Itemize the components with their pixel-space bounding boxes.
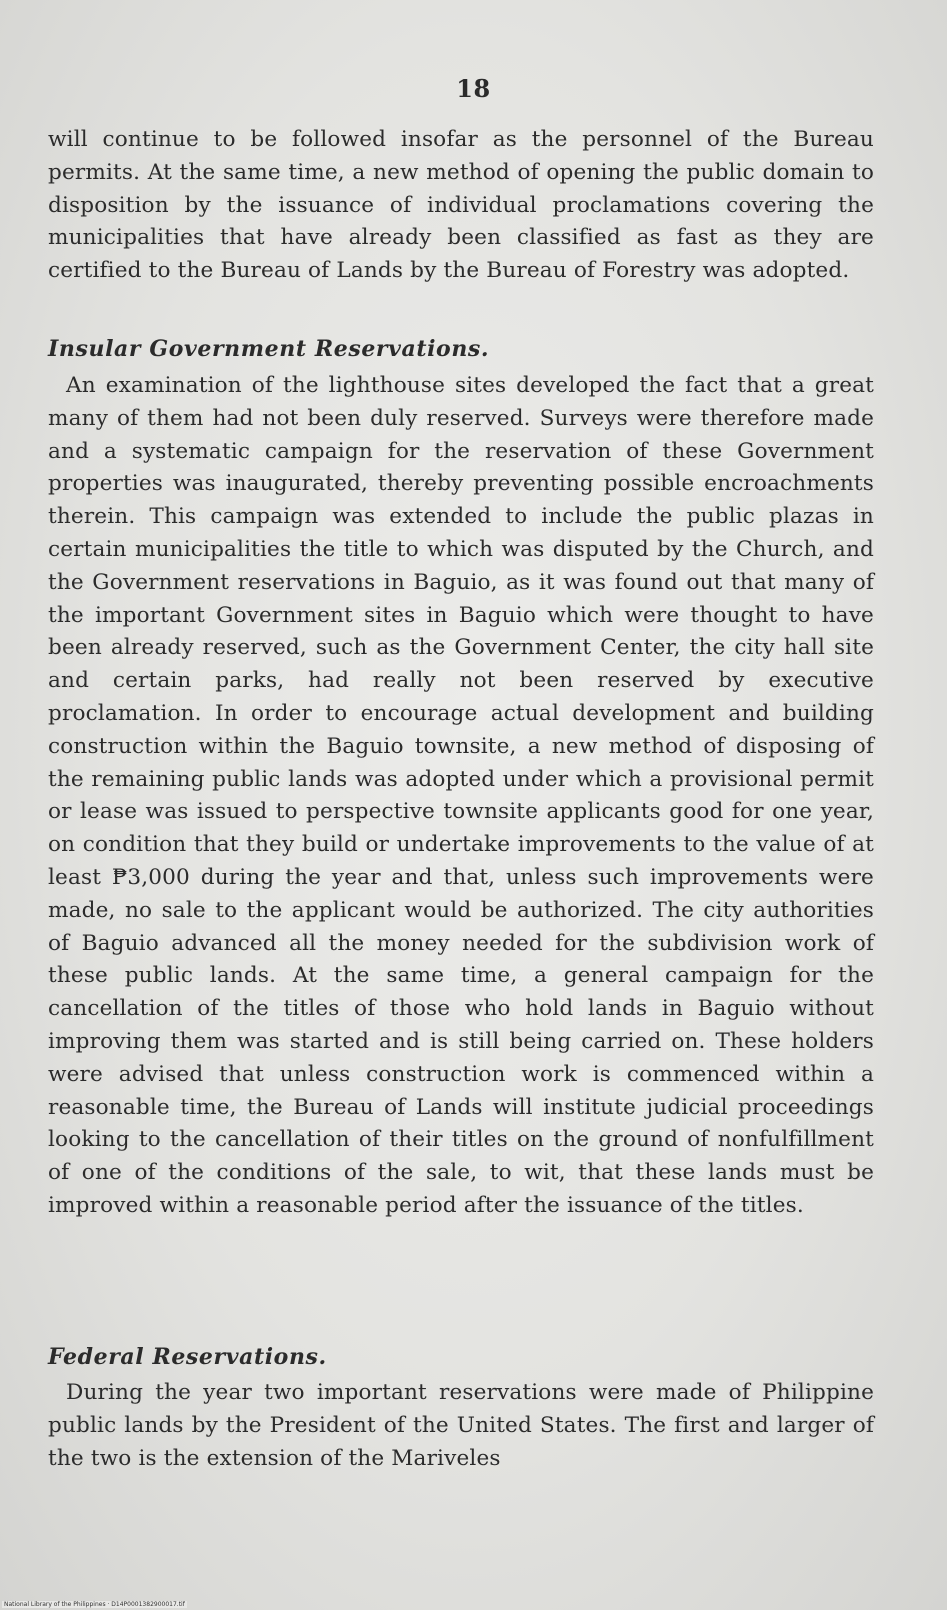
page-number: 18	[456, 74, 491, 103]
paragraph-insular-reservations: An examination of the lighthouse sites developed the fact that a great many of them had not been duly reserved. Surveys were therefore made and a systematic campaign for the reservation of these Government properties was inaugurated, thereby preventing possible encroachments therein. This campaign was extended to include the public plazas in certain municipalities the title to which was disputed by the Church, and the Government reservations in Baguio, as it was found out that many of the important Government sites in Baguio which were thought to have been already reserved, such as the Government Center, the city hall site and certain parks, had really not been reserved by executive proclamation. In order to encourage actual development and building construction within the Baguio townsite, a new method of disposing of the remaining public lands was adopted under which a provisional permit or lease was issued to perspective townsite applicants good for one year, on condition that they build or undertake improvements to the value of at least ₱3,000 during the year and that, unless such improvements were made, no sale to the applicant would be authorized. The city authorities of Baguio advanced all the money needed for the subdivision work of these public lands. At the same time, a general campaign for the cancellation of the titles of those who hold lands in Baguio without improving them was started and is still being carried on. These holders were advised that unless construction work is commenced within a reasonable time, the Bureau of Lands will institute judicial proceedings looking to the cancellation of their titles on the ground of nonfulfillment of one of the conditions of the sale, to wit, that these lands must be improved within a reasonable period after the issuance of the titles.	[48, 373, 874, 1218]
scan-source-label: National Library of the Philippines · D14P0001382900017.tif	[4, 1601, 185, 1608]
paragraph-continuation: will continue to be followed insofar as the personnel of the Bureau permits. At the same time, a new method of opening the public domain to disposition by the issuance of individual proclamations covering the municipalities that have already been classified as fast as they are certified to the Bureau of Lands by the Bureau of Forestry was adopted.	[48, 127, 874, 284]
section-heading-insular-government-reservations: Insular Government Reservations.	[48, 336, 490, 362]
paragraph-federal-reservations: During the year two important reservations were made of Philippine public lands by the President of the United States. The first and larger of the two is the extension of the Mariveles	[48, 1380, 874, 1471]
section-heading-federal-reservations: Federal Reservations.	[48, 1344, 327, 1370]
